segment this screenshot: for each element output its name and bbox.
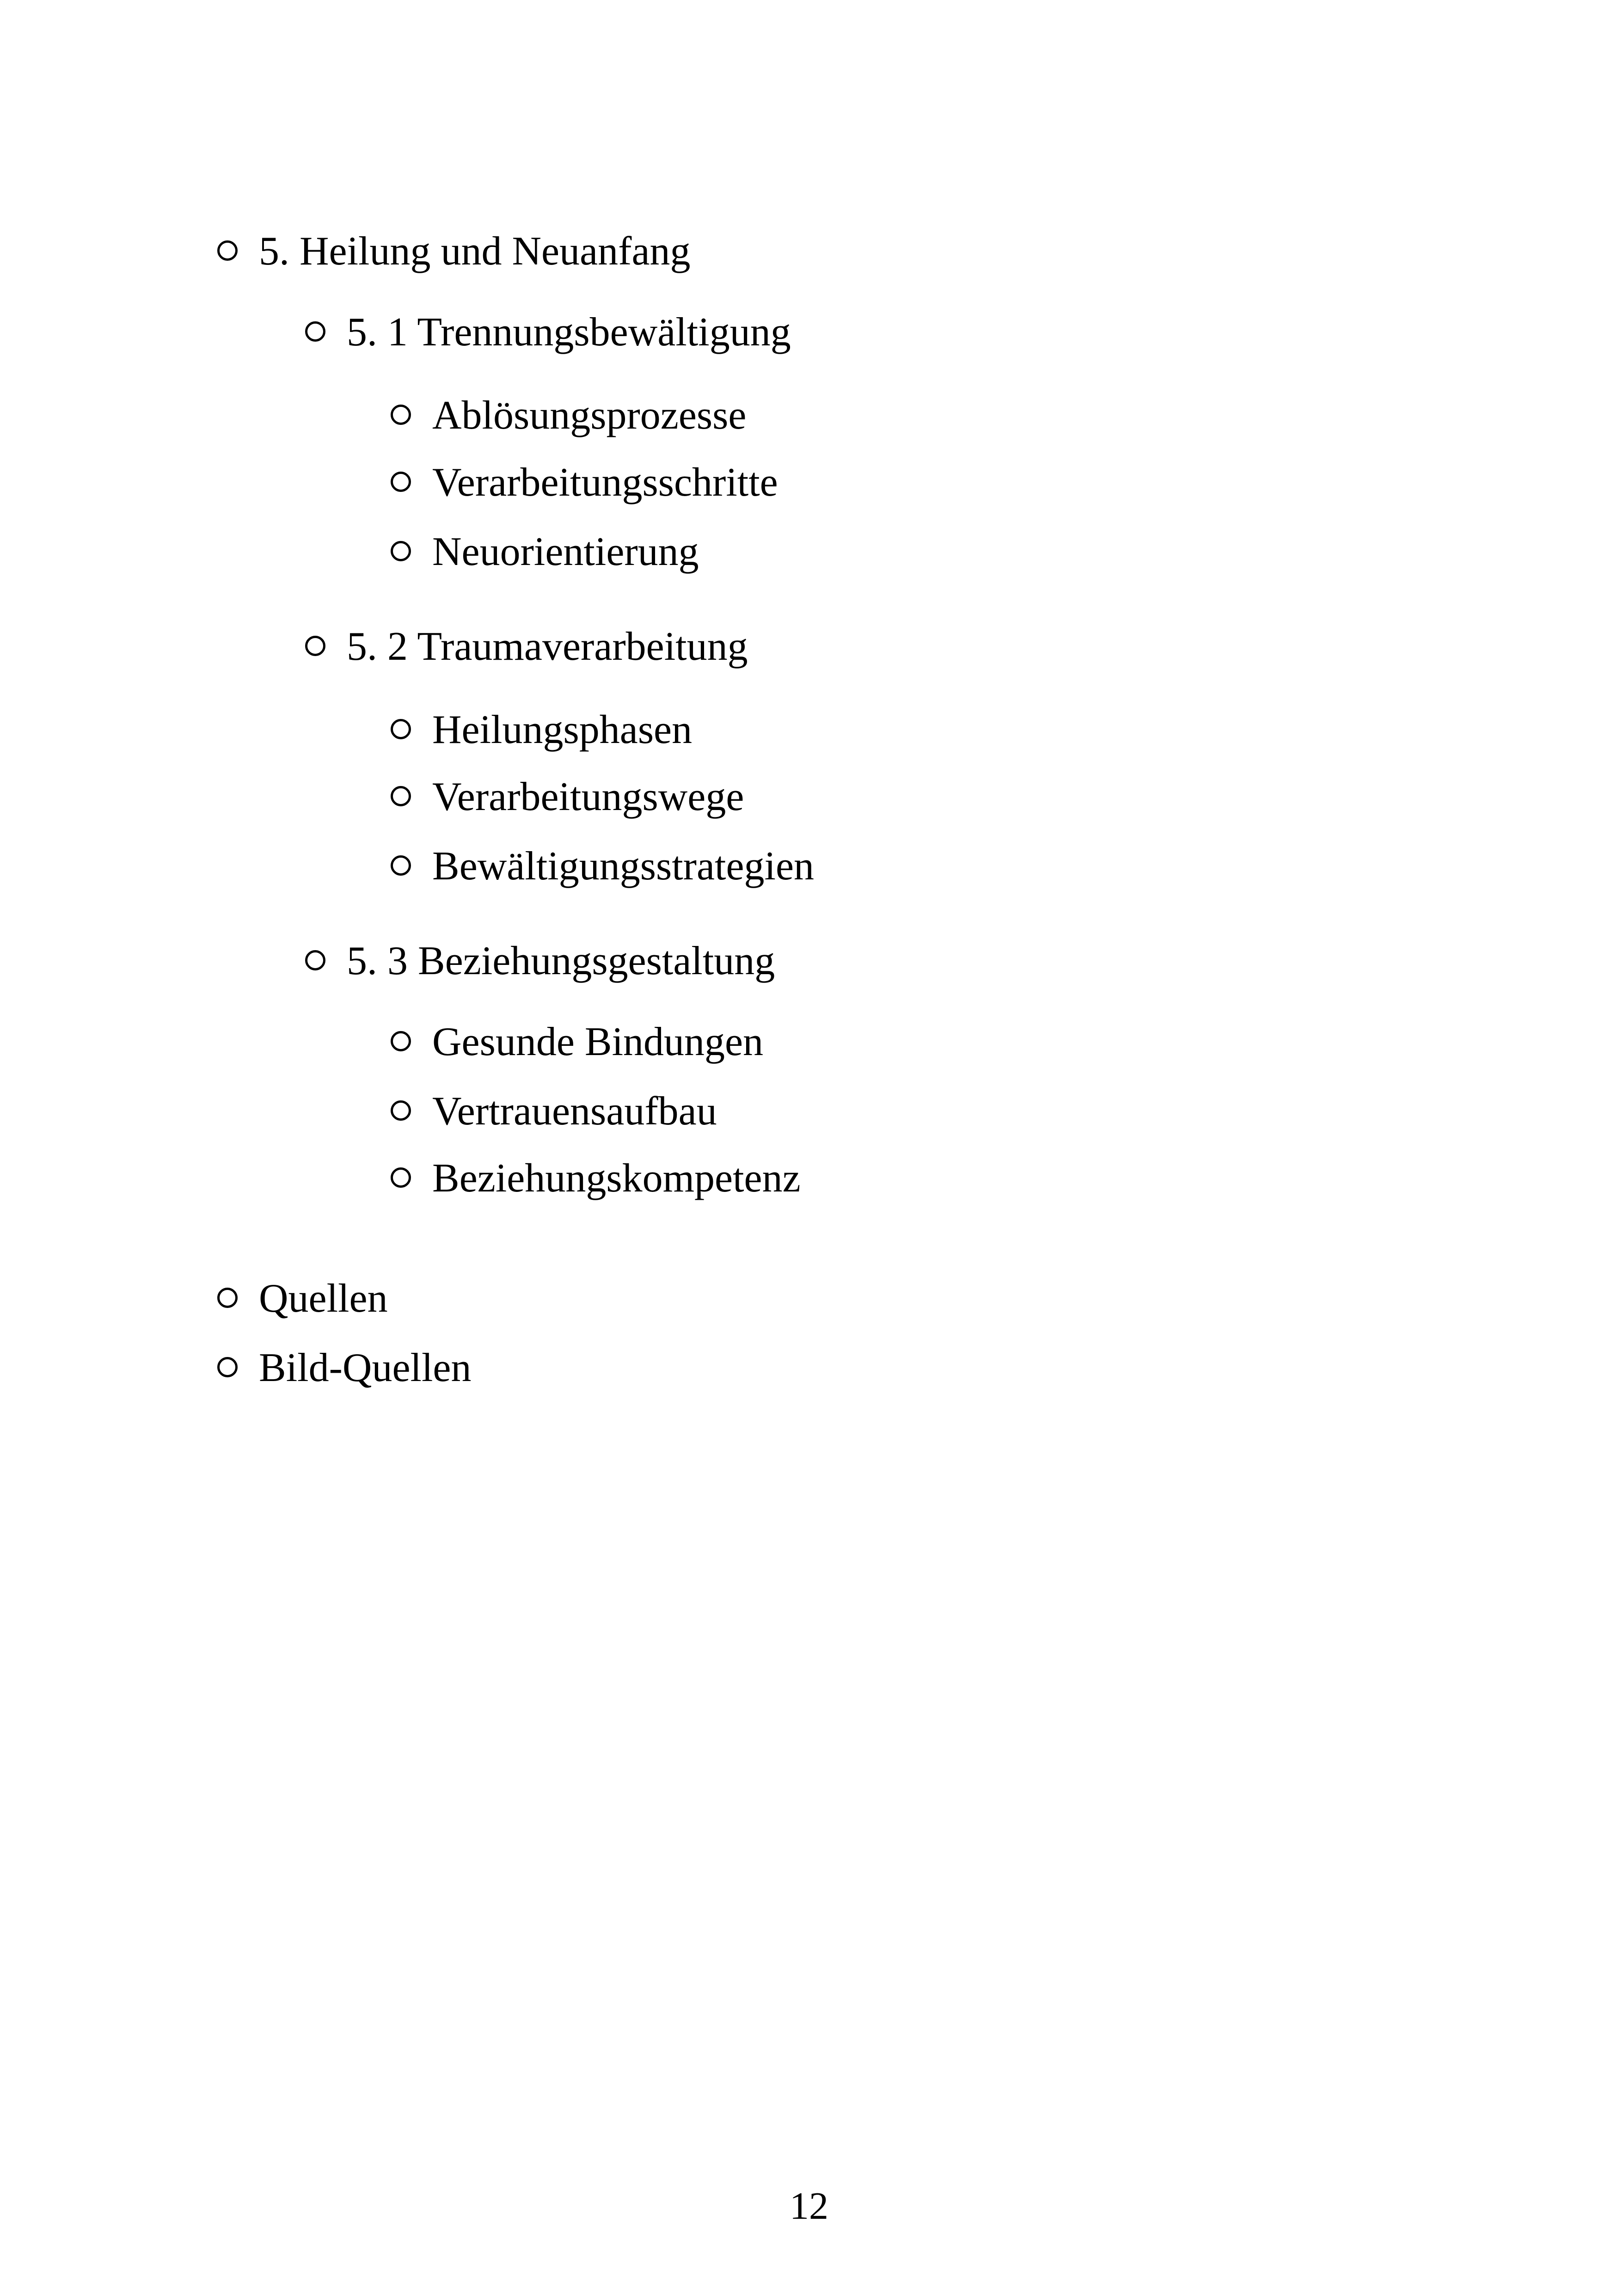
circle-bullet-icon (305, 950, 325, 970)
circle-bullet-icon (217, 1357, 238, 1377)
toc-entry-label: 5. Heilung und Neuanfang (259, 229, 691, 274)
circle-bullet-icon (391, 472, 411, 492)
toc-entry-subsection-5-1 (305, 312, 791, 353)
toc-entry-label: Quellen (259, 1276, 388, 1321)
toc-entry-label: Heilungsphasen (432, 707, 693, 752)
toc-entry-label: Verarbeitungsschritte (432, 460, 778, 505)
toc-entry-subsection-5-2 (305, 626, 748, 667)
toc-entry-label: 5. 3 Beziehungsgestaltung (347, 939, 775, 983)
circle-bullet-icon (391, 1100, 411, 1121)
toc-entry-item (391, 1158, 801, 1199)
toc-entry-bild-quellen (217, 1345, 472, 1390)
circle-bullet-icon (391, 1031, 411, 1051)
toc-entry-subsection-5-3 (305, 941, 775, 982)
circle-bullet-icon (391, 405, 411, 425)
page-number: 12 (790, 2185, 828, 2228)
circle-bullet-icon (391, 786, 411, 806)
toc-entry-label: Gesunde Bindungen (432, 1019, 764, 1064)
toc-entry-item (391, 707, 693, 752)
toc-entry-label: Neuorientierung (432, 529, 699, 574)
toc-entry-item (391, 529, 699, 574)
circle-bullet-icon (391, 1167, 411, 1188)
toc-entry-item (391, 774, 744, 819)
toc-entry-label: Bewältigungsstrategien (432, 844, 815, 889)
toc-entry-item (391, 462, 778, 503)
circle-bullet-icon (391, 541, 411, 561)
circle-bullet-icon (305, 321, 325, 342)
circle-bullet-icon (217, 240, 238, 261)
toc-entry-section-5 (217, 231, 691, 272)
circle-bullet-icon (391, 719, 411, 739)
circle-bullet-icon (391, 855, 411, 876)
toc-entry-item (391, 846, 814, 887)
toc-entry-item (391, 1091, 717, 1132)
toc-entry-label: Ablösungsprozesse (432, 393, 747, 438)
toc-entry-item (391, 1019, 764, 1064)
circle-bullet-icon (305, 636, 325, 656)
toc-entry-label: 5. 1 Trennungsbewältigung (347, 310, 791, 355)
toc-entry-label: 5. 2 Traumaverarbeitung (347, 624, 748, 669)
toc-entry-label: Vertrauensaufbau (432, 1089, 717, 1134)
toc-entry-label: Verarbeitungswege (432, 774, 744, 819)
toc-entry-item (391, 395, 746, 436)
toc-entry-quellen (217, 1278, 388, 1319)
circle-bullet-icon (217, 1288, 238, 1308)
toc-entry-label: Beziehungskompetenz (432, 1156, 801, 1201)
toc-entry-label: Bild-Quellen (259, 1345, 472, 1390)
